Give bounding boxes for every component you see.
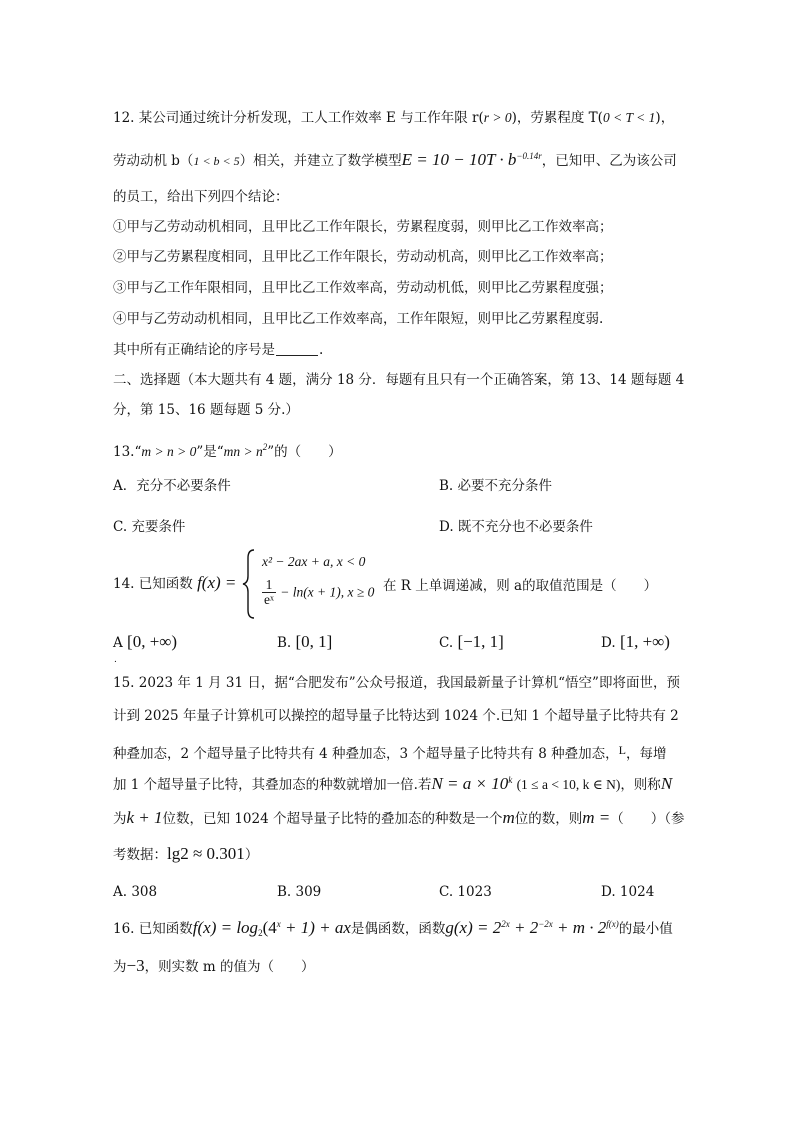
- q15-option-a[interactable]: A. 308: [113, 884, 158, 900]
- q14-case-1-formula: x² − 2ax + a, x < 0: [262, 554, 366, 569]
- q14-case-2-formula: − ln(x + 1), x ≥ 0: [280, 584, 375, 600]
- q15-line3: [113, 740, 666, 764]
- q15-line1: 15. 2023 年 1 月 31 日，据“合肥发布”公众号报道，我国最新量子计算机“悟空”即将面世，预: [113, 675, 680, 691]
- q15-text: 考数据：: [113, 847, 167, 863]
- q14-fraction-numerator: 1: [262, 578, 276, 593]
- q12-conclusion-4: ④甲与乙劳动动机相同，且甲比乙工作效率高，工作年限短，则甲比乙劳累程度弱.: [113, 311, 604, 327]
- q16-g-exponent-3: f(x): [606, 919, 619, 929]
- q14-case-1: [262, 552, 365, 572]
- q15-line2: 计到 2025 年量子计算机可以操控的超导量子比特达到 1024 个.已知 1 个超导量子比特共有 2: [113, 708, 679, 724]
- section2-header-line1: 二、选择题（本大题共有 4 题，满分 18 分．每题有且只有一个正确答案，第 13、14 题每题 4: [113, 372, 685, 388]
- q13-option-d[interactable]: D. 既不充分也不必要条件: [439, 519, 593, 535]
- q12-line2: [113, 150, 677, 171]
- q15-text: ，每增: [625, 746, 667, 762]
- q14-option-d[interactable]: [601, 632, 670, 653]
- q15-n-condition: (1 ≤ a < 10, k ∈ N): [516, 777, 621, 792]
- q12-b-condition: 1 < b < 5: [193, 154, 240, 168]
- q16-g-term-3: + m · 2: [552, 918, 607, 937]
- q16-g-exponent-2: −2x: [538, 919, 553, 929]
- q12-line3: 的员工，给出下列四个结论：: [113, 189, 289, 205]
- q15-option-d[interactable]: D. 1024: [601, 884, 655, 900]
- q16-text: ，则实数 m 的值为（ ）: [144, 959, 315, 975]
- q13-condition-2: mn > n: [223, 444, 263, 459]
- q13-text: ”是“: [196, 444, 224, 460]
- q13-condition-2-exponent: 2: [262, 442, 268, 452]
- q12-ask: [113, 340, 323, 360]
- q15-text: 位数，已知 1024 个超导量子比特的叠加态的种数是一个: [162, 811, 503, 827]
- q14-option-letter: B.: [277, 635, 292, 651]
- q16-g-exponent-1: 2x: [501, 919, 510, 929]
- q12-text: ）相关，并建立了数学模型: [239, 153, 402, 169]
- q12-text: ，已知甲、乙为该公司: [541, 153, 677, 169]
- q14-text: 14. 已知函数: [113, 576, 193, 592]
- q14-option-letter: D.: [601, 635, 616, 651]
- q16-g-definition: g(x) = 2: [445, 918, 502, 937]
- q14-case-2: [262, 578, 374, 607]
- q14-option-c[interactable]: [439, 632, 504, 653]
- section2-header-line2: 分，第 15、16 题每题 5 分.）: [113, 402, 299, 418]
- q15-n-exponent: k: [508, 775, 513, 785]
- q15-n-formula: N = a × 10: [431, 774, 509, 793]
- q15-text: （ ）（参: [610, 811, 685, 827]
- q15-line4: [113, 774, 672, 795]
- q12-r-condition: r > 0: [483, 110, 512, 125]
- q15-text: ）: [244, 847, 259, 863]
- q12-line1: [113, 108, 674, 128]
- q13-text: ”的（ ）: [267, 444, 342, 460]
- q15-line6: [113, 844, 258, 865]
- q16-f-definition: f(x) = log: [192, 918, 259, 937]
- q14-suffix: 在 R 上单调递减，则 a的取值范围是（ ）: [383, 578, 658, 594]
- q12-conclusion-1: ①甲与乙劳动动机相同，且甲比乙工作年限长，劳累程度弱，则甲比乙工作效率高；: [113, 219, 613, 235]
- q15-option-c[interactable]: C. 1023: [439, 884, 492, 900]
- q12-conclusion-3: ③甲与乙工作年限相同，且甲比乙工作效率高，劳动动机低，则甲比乙劳累程度强；: [113, 280, 613, 296]
- q16-text: 是偶函数，函数: [350, 921, 446, 937]
- q14-option-letter: A: [113, 635, 123, 651]
- q15-text: 为: [113, 811, 127, 827]
- q13-option-a[interactable]: A．充分不必要条件: [113, 478, 231, 494]
- q16-g-term-2: + 2: [509, 918, 539, 937]
- q15-n-symbol: N: [660, 774, 673, 793]
- q15-ellipsis-mark: L: [618, 743, 626, 757]
- decoration-dot: .: [114, 655, 117, 665]
- q13-stem: [113, 442, 342, 462]
- q12-ask-end: .: [319, 342, 324, 358]
- q14-option-value: [0, 1]: [295, 632, 333, 651]
- q16-line1: [113, 918, 673, 939]
- q15-text: ，则称: [620, 777, 661, 793]
- q12-model-exponent: −0.14r: [516, 151, 542, 161]
- q16-min-value: −3: [126, 956, 145, 975]
- q12-model-formula: E = 10 − 10T · b: [401, 150, 517, 169]
- q16-f-argument: (4: [262, 918, 277, 937]
- q16-text: 16. 已知函数: [113, 921, 193, 937]
- q13-text: 13.“: [113, 444, 142, 460]
- q15-text: 种叠加态，2 个超导量子比特共有 4 种叠加态，3 个超导量子比特共有 8 种叠加态，: [113, 746, 619, 762]
- q15-reference-data: lg2 ≈ 0.301: [167, 844, 245, 863]
- q14-piecewise-brace: [242, 548, 256, 620]
- q16-text: 的最小值: [618, 921, 673, 937]
- q16-line2: [113, 956, 314, 977]
- q12-conclusion-2: ②甲与乙劳累程度相同，且甲比乙工作年限长，劳动动机高，则甲比乙工作效率高；: [113, 249, 613, 265]
- q12-text: )，劳累程度 T(: [511, 110, 603, 126]
- q14-option-a[interactable]: [113, 632, 177, 653]
- q12-text: 12. 某公司通过统计分析发现，工人工作效率 E 与工作年限 r(: [113, 110, 484, 126]
- q15-option-b[interactable]: B. 309: [277, 884, 322, 900]
- q14-option-value: [−1, 1]: [457, 632, 504, 651]
- q16-log-base: 2: [258, 928, 263, 938]
- q14-function-name: f(x) =: [197, 573, 237, 592]
- q15-text: 加 1 个超导量子比特，其叠加态的种数就增加一倍.若: [113, 777, 432, 793]
- q14-option-letter: C.: [439, 635, 454, 651]
- q12-text: )，: [655, 110, 675, 126]
- q14-fraction-denominator: eˣ: [264, 592, 274, 607]
- q14-option-b[interactable]: [277, 632, 332, 653]
- q13-condition-1: m > n > 0: [141, 444, 197, 459]
- q14-case-2-fraction: [262, 578, 276, 607]
- q16-f-rest: + 1) + ax: [280, 918, 351, 937]
- q14-prefix: [113, 573, 236, 594]
- answer-blank[interactable]: [276, 341, 318, 356]
- q14-option-value: [1, +∞): [619, 632, 670, 651]
- q12-t-condition: 0 < T < 1: [602, 110, 656, 125]
- q14-option-value: [0, +∞): [127, 632, 178, 651]
- q15-line5: [113, 808, 685, 829]
- q15-m-symbol: m: [502, 808, 515, 827]
- q15-text: 位的数，则: [514, 811, 583, 827]
- q15-k-digits: k + 1: [126, 808, 163, 827]
- q16-f-argument-exponent: x: [276, 919, 281, 929]
- q12-ask-text: 其中所有正确结论的序号是: [113, 342, 275, 358]
- q12-text: 劳动动机 b（: [113, 153, 194, 169]
- q16-text: 为: [113, 959, 127, 975]
- q13-option-c[interactable]: C. 充要条件: [113, 519, 186, 535]
- q13-option-b[interactable]: B. 必要不充分条件: [439, 478, 553, 494]
- q15-m-equals: m =: [582, 808, 611, 827]
